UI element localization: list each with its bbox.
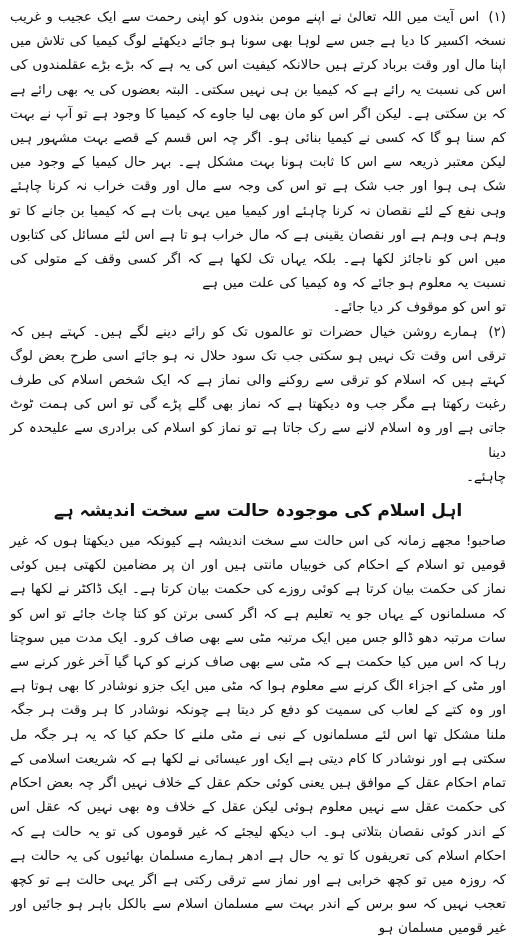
paragraph-last-line: چاہئے۔ [466, 469, 506, 485]
paragraph-text: صاحبو! مجھے زمانہ کی اس حالت سے سخت اندیشہ ہے کیونکہ میں دیکھتا ہوں کہ غیر قومیں تو اسلام کے احکام کی خوبیاں مانتی ہیں اور ان پر مضامین لکھتی ہیں کوئی نماز کی حکمت بیان کرتا ہے کوئی روزے کی حکمت بیان کرتا ہے۔ ایک ڈاکٹر نے لکھا ہے کہ مسلمانوں کے یہاں جو یہ تعلیم ہے کہ اگر کسی برتن کو کتا چاٹ جائے تو اس کو سات مرتبہ دھو ڈالو جس میں ایک مرتبہ مٹی سے بھی صاف کرو۔ ایک مدت میں سوچتا رہا کہ اس میں کیا حکمت ہے کہ مٹی سے بھی صاف کرنے کو کہا گیا آخر غور کرنے سے اور مٹی کے اجزاء الگ کرنے سے معلوم ہوا کہ مٹی میں ایک جزو نوشادر کا بھی ہوتا ہے اور وہ کتے کے لعاب کی سمیت کو دفع کر دیتا ہے چونکہ نوشادر کا ہر وقت ہر جگہ ملنا مشکل تھا اس لئے مسلمانوں کے نبی نے مٹی ملنے کا حکم کیا کہ یہ ہر جگہ مل سکتی ہے اور نوشادر کا کام دیتی ہے ایک اور عیسائی نے لکھا ہے کہ شریعت اسلامی کے تمام احکام عقل کے موافق ہیں یعنی کوئی حکم عقل کے خلاف نہیں اگر چہ بعض احکام کی حکمت عقل سے نہیں معلوم ہوئی لیکن عقل کے خلاف وہ بھی نہیں کہ عقل اس کے اندر کوئی نقصان بتلاتی ہو۔ اب دیکھ لیجئے کہ غیر قوموں کی تو یہ حالت ہے کہ احکام اسلام کی تعریفوں کا تو یہ حال ہے ادھر ہمارے مسلمان بھائیوں کی یہ حالت ہے کہ روزہ میں تو کچھ خرابی ہے اور نماز سے ترقی رکتی ہے اگر یہی حالت ہے تو کچھ تعجب نہیں کہ سو برس کے اندر بہت سے مسلمان اسلام سے بالکل باہر ہو جائیں اور غیر قومیں مسلمان ہو [10, 534, 506, 937]
paragraph-last-line: تو اس کو موقوف کر دیا جائے۔ [332, 300, 506, 316]
paragraph-text: اس آیت میں اللہ تعالیٰ نے اپنے مومن بندوں کو اپنی رحمت سے ایک عجیب و غریب نسخہ اکسیر کا دیا ہے جس سے لوہا بھی سونا ہو جائے دیکھئے لوگ کیمیا کی تلاش میں اپنا مال اور وقت برباد کرتے ہیں حالانکہ کیفیت اس کی یہ ہے کہ بڑے بڑے عقلمندوں کی اس کی نسبت یہ رائے ہے کہ کیمیا بن ہی نہیں سکتی۔ البتہ بعضوں کی یہ بھی رائے ہے کہ بن سکتی ہے۔ لیکن اگر اس کو مان بھی لیا جاوے کہ کیمیا کا وجود ہے تو آپ نے بہت کم سنا ہو گا کہ کسی نے کیمیا بنائی ہو۔ اگر چہ اس قسم کے قصے بہت مشہور ہیں لیکن معتبر ذریعہ سے اس کا ثابت ہونا بہت مشکل ہے۔ بہر حال کیمیا کے وجود میں شک ہی ہوا اور جب شک ہے تو اس کی وجہ سے مال اور وقت خراب نہ کرنا چاہئے وہی نفع کے لئے نقصان نہ کرنا چاہئے اور کیمیا میں یہی بات ہے کہ کیمیا بن جانے کا تو وہم ہی وہم ہے اور نقصان یقینی ہے کہ مال خراب ہو تا ہے اس لئے مسائل کی کتابوں میں اس کو ناجائز لکھا ہے۔ بلکہ یہاں تک لکھا ہے کہ اگر کسی وقف کے متولی کی نسبت یہ معلوم ہو جائے کہ وہ کیمیا کی علت میں ہے [10, 10, 506, 292]
paragraph-2 [10, 321, 506, 490]
paragraph-number: (۲) [488, 324, 506, 340]
paragraph-3 [10, 530, 506, 941]
section-heading: اہل اسلام کی موجودہ حالت سے سخت اندیشہ ہے [53, 501, 463, 522]
paragraph-1 [10, 6, 506, 321]
paragraph-text: ہمارے روشن خیال حضرات تو عالموں تک کو رائے دینے لگے ہیں۔ کہتے ہیں کہ ترقی اس وقت تک نہیں ہو سکتی جب تک سود حلال نہ ہو جائے اسی طرح بعض لوگ کہتے ہیں کہ اسلام کو ترقی سے روکنے والی نماز ہے کہ ایک شخص اسلام کی طرف رغبت رکھتا ہے مگر جب وہ دیکھتا ہے کہ نماز بھی گلے پڑے گی تو اس کی ہمت ٹوٹ جاتی ہے اور وہ اسلام لانے سے رک جاتا ہے تو نماز کو اسلام کی برادری سے علیحدہ کر دینا [10, 324, 506, 461]
paragraph-number: (۱) [488, 10, 506, 25]
